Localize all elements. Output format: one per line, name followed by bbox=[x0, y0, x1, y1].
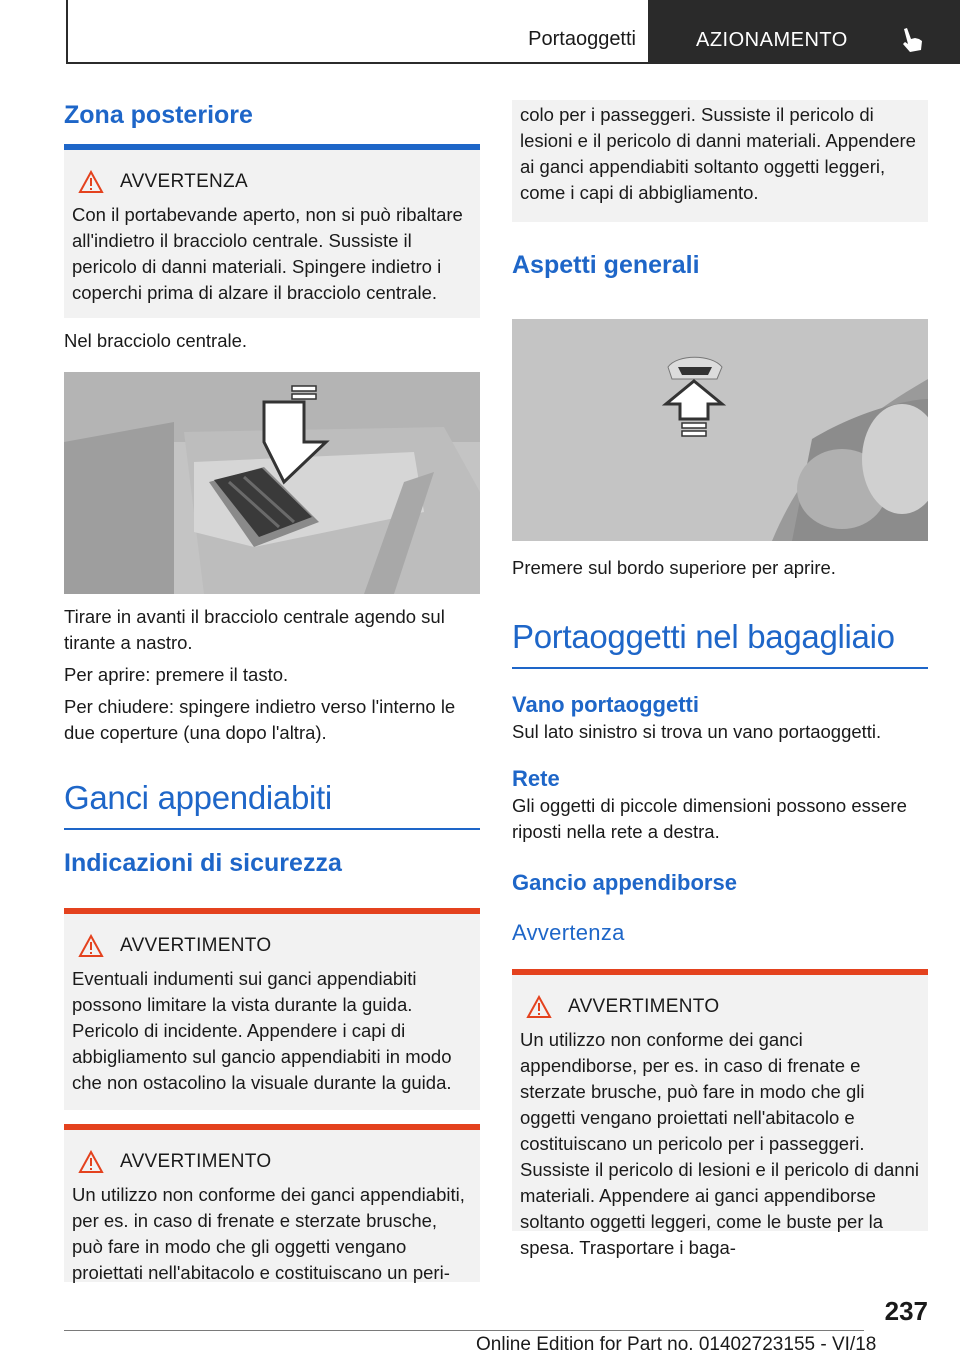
warning-box-avvertenza bbox=[64, 144, 480, 318]
warning-text: Con il portabevande aperto, non si può ribaltare all'indietro il bracciolo centrale. Sussiste il pericolo di danni materiali. Spingere indietro i coperchi prima di alzare il bracciolo centrale. bbox=[72, 204, 463, 303]
warning-box-avvertimento-3 bbox=[512, 969, 928, 1258]
section-tab bbox=[66, 0, 650, 64]
warning-triangle-icon bbox=[78, 170, 104, 194]
chapter-title: AZIONAMENTO bbox=[696, 29, 848, 51]
headliner-photo bbox=[512, 319, 928, 541]
section-title: Portaoggetti bbox=[528, 28, 636, 50]
paragraph-premere: Premere sul bordo superiore per aprire. bbox=[512, 557, 836, 578]
paragraph-aprire: Per aprire: premere il tasto. bbox=[64, 664, 289, 685]
warning-text: Eventuali indumenti sui ganci appendiabiti possono limitare la vista durante la guida. Pericolo di incidente. Appendere i capi di abbigliamento sul gancio appendiabiti in modo che non ostacolino la visuale durante la guida. bbox=[72, 968, 452, 1093]
warning-title: AVVERTENZA bbox=[120, 171, 248, 192]
warning-text: Un utilizzo non conforme dei ganci appendiborse, per es. in caso di frenate e sterzate brusche, può fare in modo che gli oggetti vengano proiettati nell'abitacolo e costituiscano un pericolo per i passeggeri. Sussiste il pericolo di lesioni e il pericolo di danni materiali. Appendere ai ganci appendiborse soltanto oggetti leggeri, come le buste per la spesa. Trasportare i baga- bbox=[520, 1029, 919, 1258]
heading-ganci-appendiabiti: Ganci appendiabiti bbox=[64, 778, 480, 830]
paragraph-rete: Gli oggetti di piccole dimensioni possono essere riposti nella rete a destra. bbox=[512, 795, 907, 842]
heading-avvertenza: Avvertenza bbox=[512, 920, 625, 945]
armrest-photo bbox=[64, 372, 480, 594]
heading-vano-portaoggetti: Vano portaoggetti bbox=[512, 692, 699, 717]
heading-portaoggetti-bagagliaio: Portaoggetti nel bagagliaio bbox=[512, 617, 928, 669]
hand-pointer-icon bbox=[898, 26, 926, 54]
warning-title: AVVERTIMENTO bbox=[120, 935, 272, 956]
headliner-illustration bbox=[512, 319, 928, 541]
heading-indicazioni-sicurezza: Indicazioni di sicurezza bbox=[64, 849, 342, 877]
paragraph-nel-bracciolo: Nel bracciolo centrale. bbox=[64, 330, 248, 351]
paragraph-vano: Sul lato sinistro si trova un vano portaoggetti. bbox=[512, 721, 882, 742]
footer-divider bbox=[64, 1330, 864, 1331]
heading-zona-posteriore: Zona posteriore bbox=[64, 101, 253, 129]
warning-triangle-icon bbox=[78, 1150, 104, 1174]
warning-text: colo per i passeggeri. Sussiste il pericolo di lesioni e il pericolo di danni materiali. Appendere ai ganci appendiabiti soltanto oggetti leggeri, come i capi di abbigliamento. bbox=[520, 104, 916, 203]
warning-text: Un utilizzo non conforme dei ganci appendiabiti, per es. in caso di frenate e sterzate brusche, può fare in modo che gli oggetti vengano proiettati nell'abitacolo e costituiscano un peri- bbox=[72, 1184, 465, 1283]
page-number: 237 bbox=[884, 1296, 928, 1326]
warning-box-avvertimento-2 bbox=[64, 1124, 480, 1282]
paragraph-chiudere: Per chiudere: spingere indietro verso l'interno le due coperture (una dopo l'altra). bbox=[64, 696, 456, 743]
heading-aspetti-generali: Aspetti generali bbox=[512, 251, 700, 279]
left-column bbox=[64, 100, 480, 1282]
warning-box-avvertimento-1 bbox=[64, 908, 480, 1110]
armrest-illustration bbox=[64, 372, 480, 594]
footer-edition: Online Edition for Part no. 01402723155 - VI/18 bbox=[476, 1334, 877, 1355]
right-column bbox=[512, 100, 928, 1258]
heading-rete: Rete bbox=[512, 766, 560, 791]
warning-title: AVVERTIMENTO bbox=[568, 996, 720, 1017]
paragraph-tirare: Tirare in avanti il bracciolo centrale agendo sul tirante a nastro. bbox=[64, 606, 445, 653]
page-header bbox=[66, 0, 960, 64]
warning-triangle-icon bbox=[78, 934, 104, 958]
warning-box-continued bbox=[512, 100, 928, 222]
heading-gancio-appendiborse: Gancio appendiborse bbox=[512, 870, 737, 895]
warning-title: AVVERTIMENTO bbox=[120, 1151, 272, 1172]
warning-triangle-icon bbox=[526, 995, 552, 1019]
chapter-tab bbox=[650, 0, 960, 64]
